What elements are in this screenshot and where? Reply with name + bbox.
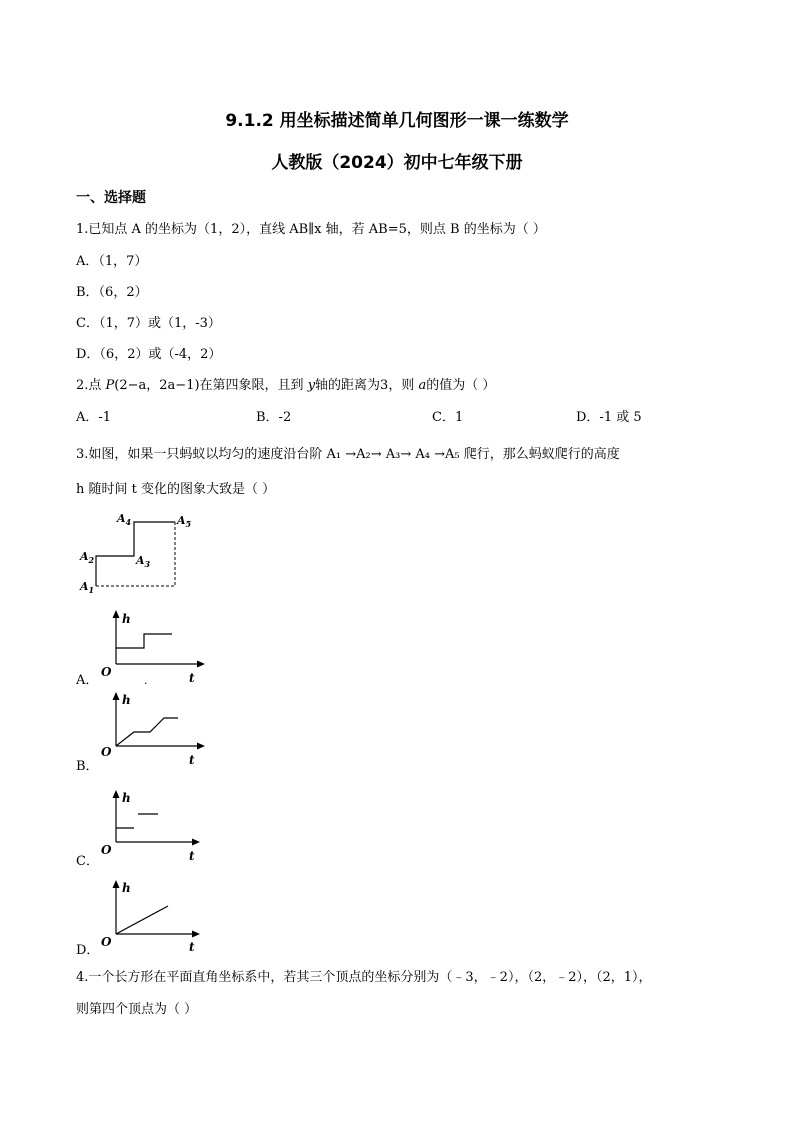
q2-stem [76, 374, 495, 393]
h-label: h [122, 791, 131, 805]
q1-option-d: D．（6，2）或（-4，2） [76, 347, 222, 362]
q3-stem-line-2: h 随时间 t 变化的图象大致是（ ） [76, 482, 276, 497]
graph-line [116, 718, 178, 746]
option-d-label: D． [76, 943, 100, 958]
t-axis-arrow [197, 661, 205, 668]
h-axis-arrow [113, 790, 120, 798]
graph-option-c [76, 786, 216, 868]
q2-option-b: B．-2 [256, 410, 292, 425]
h-axis-arrow [113, 880, 120, 888]
h-label: h [122, 881, 131, 895]
q1-option-a: A．（1，7） [76, 254, 148, 269]
t-label: t [189, 849, 195, 863]
graph-line [116, 906, 168, 934]
title-line-2: 人教版（2024）初中七年级下册 [271, 153, 523, 173]
origin-label: O [101, 665, 112, 679]
h-label: h [122, 612, 131, 626]
label-a2: $A_2$ [80, 550, 95, 565]
graph-option-a [76, 608, 216, 688]
q2-option-a: A．-1 [76, 410, 112, 425]
label-a5: $A_5$ [177, 514, 192, 529]
staircase-figure [76, 508, 206, 598]
h-axis-arrow [113, 610, 120, 618]
q4-stem-line-1: 4.一个长方形在平面直角坐标系中，若其三个顶点的坐标分别为（﹣3，﹣2），（2，﹣2），（2，1）， [76, 970, 652, 985]
origin-label: O [101, 843, 112, 857]
q1-option-c: C．（1，7）或（1，-3） [76, 316, 221, 331]
t-label: t [189, 671, 195, 685]
stray-dot: . [144, 674, 148, 687]
q2-point-p: P [105, 378, 115, 393]
q2-a: a [418, 378, 427, 393]
t-label: t [189, 940, 195, 954]
label-a4: $A_4$ [117, 512, 132, 527]
q4-stem-line-2: 则第四个顶点为（ ） [76, 1002, 198, 1017]
t-axis-arrow [197, 743, 205, 750]
label-a3: $A_3$ [136, 554, 151, 569]
graph-option-b [76, 690, 216, 772]
label-a1: $A_1$ [80, 580, 95, 595]
q2-stem-prefix: 2.点 [76, 378, 106, 393]
t-axis-arrow [192, 839, 200, 846]
q2-expression: (2−a，2a−1) [114, 378, 200, 393]
option-c-label: C． [76, 854, 99, 868]
h-label: h [122, 693, 131, 707]
q2-y: y [307, 378, 316, 393]
option-b-label: B． [76, 759, 99, 772]
h-axis-arrow [113, 692, 120, 700]
q2-option-c: C．1 [432, 410, 464, 425]
q2-stem-mid: 在第四象限，且到 [199, 378, 308, 393]
graph-line [116, 634, 172, 648]
origin-label: O [101, 745, 112, 759]
t-label: t [189, 753, 195, 767]
option-a-label: A． [76, 673, 99, 688]
section-heading: 一、选择题 [76, 190, 146, 206]
title-line-1: 9.1.2 用坐标描述简单几何图形一课一练数学 [225, 111, 569, 131]
q2-stem-mid2: 轴的距离为3，则 [315, 378, 419, 393]
origin-label: O [101, 935, 112, 949]
q1-option-b: B．（6，2） [76, 285, 148, 300]
q2-option-d: D．-1 或 5 [576, 410, 642, 425]
q3-stem-line-1: 3.如图，如果一只蚂蚁以均匀的速度沿台阶 A₁ →A₂→ A₃→ A₄ →A₅ 爬行，那么蚂蚁爬行的高度 [76, 447, 620, 462]
graph-option-d [76, 876, 216, 958]
q2-stem-end: 的值为（ ） [426, 378, 496, 393]
t-axis-arrow [192, 931, 200, 938]
q1-stem: 1.已知点 A 的坐标为（1，2），直线 AB∥x 轴，若 AB=5，则点 B 的坐标为（ ） [76, 222, 546, 237]
